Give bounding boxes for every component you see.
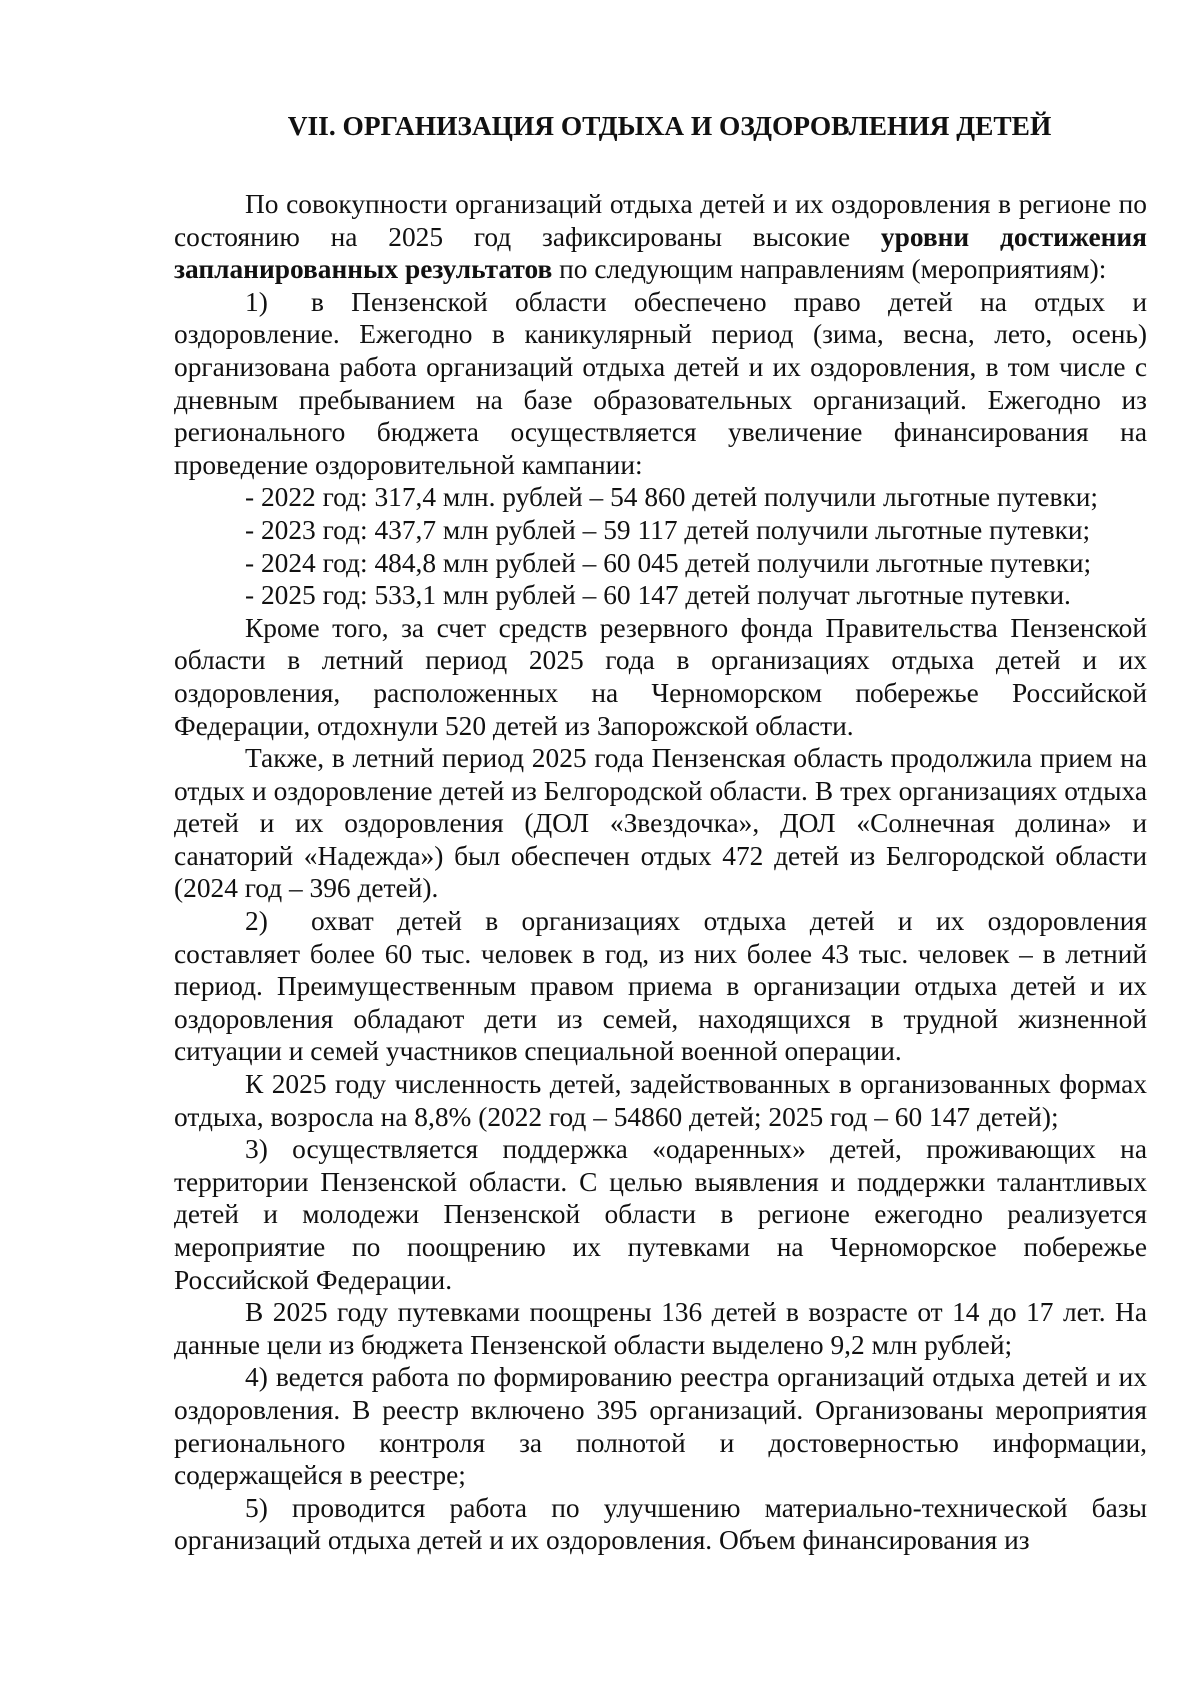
- item-4-paragraph: 4) ведется работа по формированию реестра организаций отдыха детей и их оздоровления. В реестр включено 395 организаций. Организованы мероприятия регионального контроля за полнотой и достоверностью информации, содержащейся в реестре;: [174, 1362, 1147, 1491]
- growth-paragraph: К 2025 году численность детей, задействованных в организованных формах отдыха, возросла на 8,8% (2022 год – 54860 детей; 2025 год – 60 147 детей);: [174, 1069, 1147, 1132]
- item-1-text: в Пензенской области обеспечено право детей на отдых и оздоровление. Ежегодно в каникулярный период (зима, весна, лето, осень) организована работа организаций отдыха детей и их оздоровления, в том числе с дневным пребыванием на базе образовательных организаций. Ежегодно из регионального бюджета осуществляется увеличение финансирования на проведение оздоровительной кампании:: [174, 286, 1147, 480]
- item-5-paragraph: 5) проводится работа по улучшению материально-технической базы организаций отдыха детей и их оздоровления. Объем финансирования из: [174, 1492, 1147, 1556]
- funding-line-2024: - 2024 год: 484,8 млн рублей – 60 045 детей получили льготные путевки;: [245, 547, 1092, 578]
- funding-line-2023: - 2023 год: 437,7 млн рублей – 59 117 детей получили льготные путевки;: [245, 514, 1091, 545]
- item-3-paragraph: 3) осуществляется поддержка «одаренных» детей, проживающих на территории Пензенской области. С целью выявления и поддержки талантливых детей и молодежи Пензенской области в регионе ежегодно реализуется мероприятие по поощрению их путевками на Черноморское побережье Российской Федерации.: [174, 1134, 1147, 1295]
- item-1-paragraph: [174, 286, 1147, 482]
- funding-line-2022: - 2022 год: 317,4 млн. рублей – 54 860 детей получили льготные путевки;: [245, 482, 1099, 513]
- talented-paragraph: В 2025 году путевками поощрены 136 детей в возрасте от 14 до 17 лет. На данные цели из бюджета Пензенской области выделено 9,2 млн рублей;: [174, 1297, 1147, 1360]
- item-2-paragraph: [174, 905, 1147, 1068]
- belgorod-paragraph: Также, в летний период 2025 года Пензенская область продолжила прием на отдых и оздоровление детей из Белгородской области. В трех организациях отдыха детей и их оздоровления (ДОЛ «Звездочка», ДОЛ «Солнечная долина» и санаторий «Надежда») был обеспечен отдых 472 детей из Белгородской области (2024 год – 396 детей).: [174, 743, 1147, 904]
- item-1-number: 1): [245, 286, 268, 317]
- funding-line-2025: - 2025 год: 533,1 млн рублей – 60 147 детей получат льготные путевки.: [245, 580, 1071, 611]
- item-2-text: охват детей в организациях отдыха детей и их оздоровления составляет более 60 тыс. человек в год, из них более 43 тыс. человек – в летний период. Преимущественным правом приема в организации отдыха детей и их оздоровления обладают дети из семей, находящихся в трудной жизненной ситуации и семей участников специальной военной операции.: [174, 906, 1147, 1067]
- section-title: VII. ОРГАНИЗАЦИЯ ОТДЫХА И ОЗДОРОВЛЕНИЯ ДЕТЕЙ: [287, 111, 1052, 141]
- intro-text-end: по следующим направлениям (мероприятиям):: [552, 254, 1107, 285]
- intro-bold-phrase: уровни достижения запланированных результатов: [174, 221, 1147, 285]
- item-2-number: 2): [245, 906, 268, 937]
- intro-text-start: По совокупности организаций отдыха детей и их оздоровления в регионе по состоянию на 2025 год зафиксированы высокие: [174, 189, 1147, 252]
- document-page: [174, 110, 1147, 1557]
- zaporozhye-paragraph: Кроме того, за счет средств резервного фонда Правительства Пензенской области в летний период 2025 года в организациях отдыха детей и их оздоровления, расположенных на Черноморском побережье Российской Федерации, отдохнули 520 детей из Запорожской области.: [174, 612, 1147, 741]
- intro-paragraph: [174, 188, 1147, 286]
